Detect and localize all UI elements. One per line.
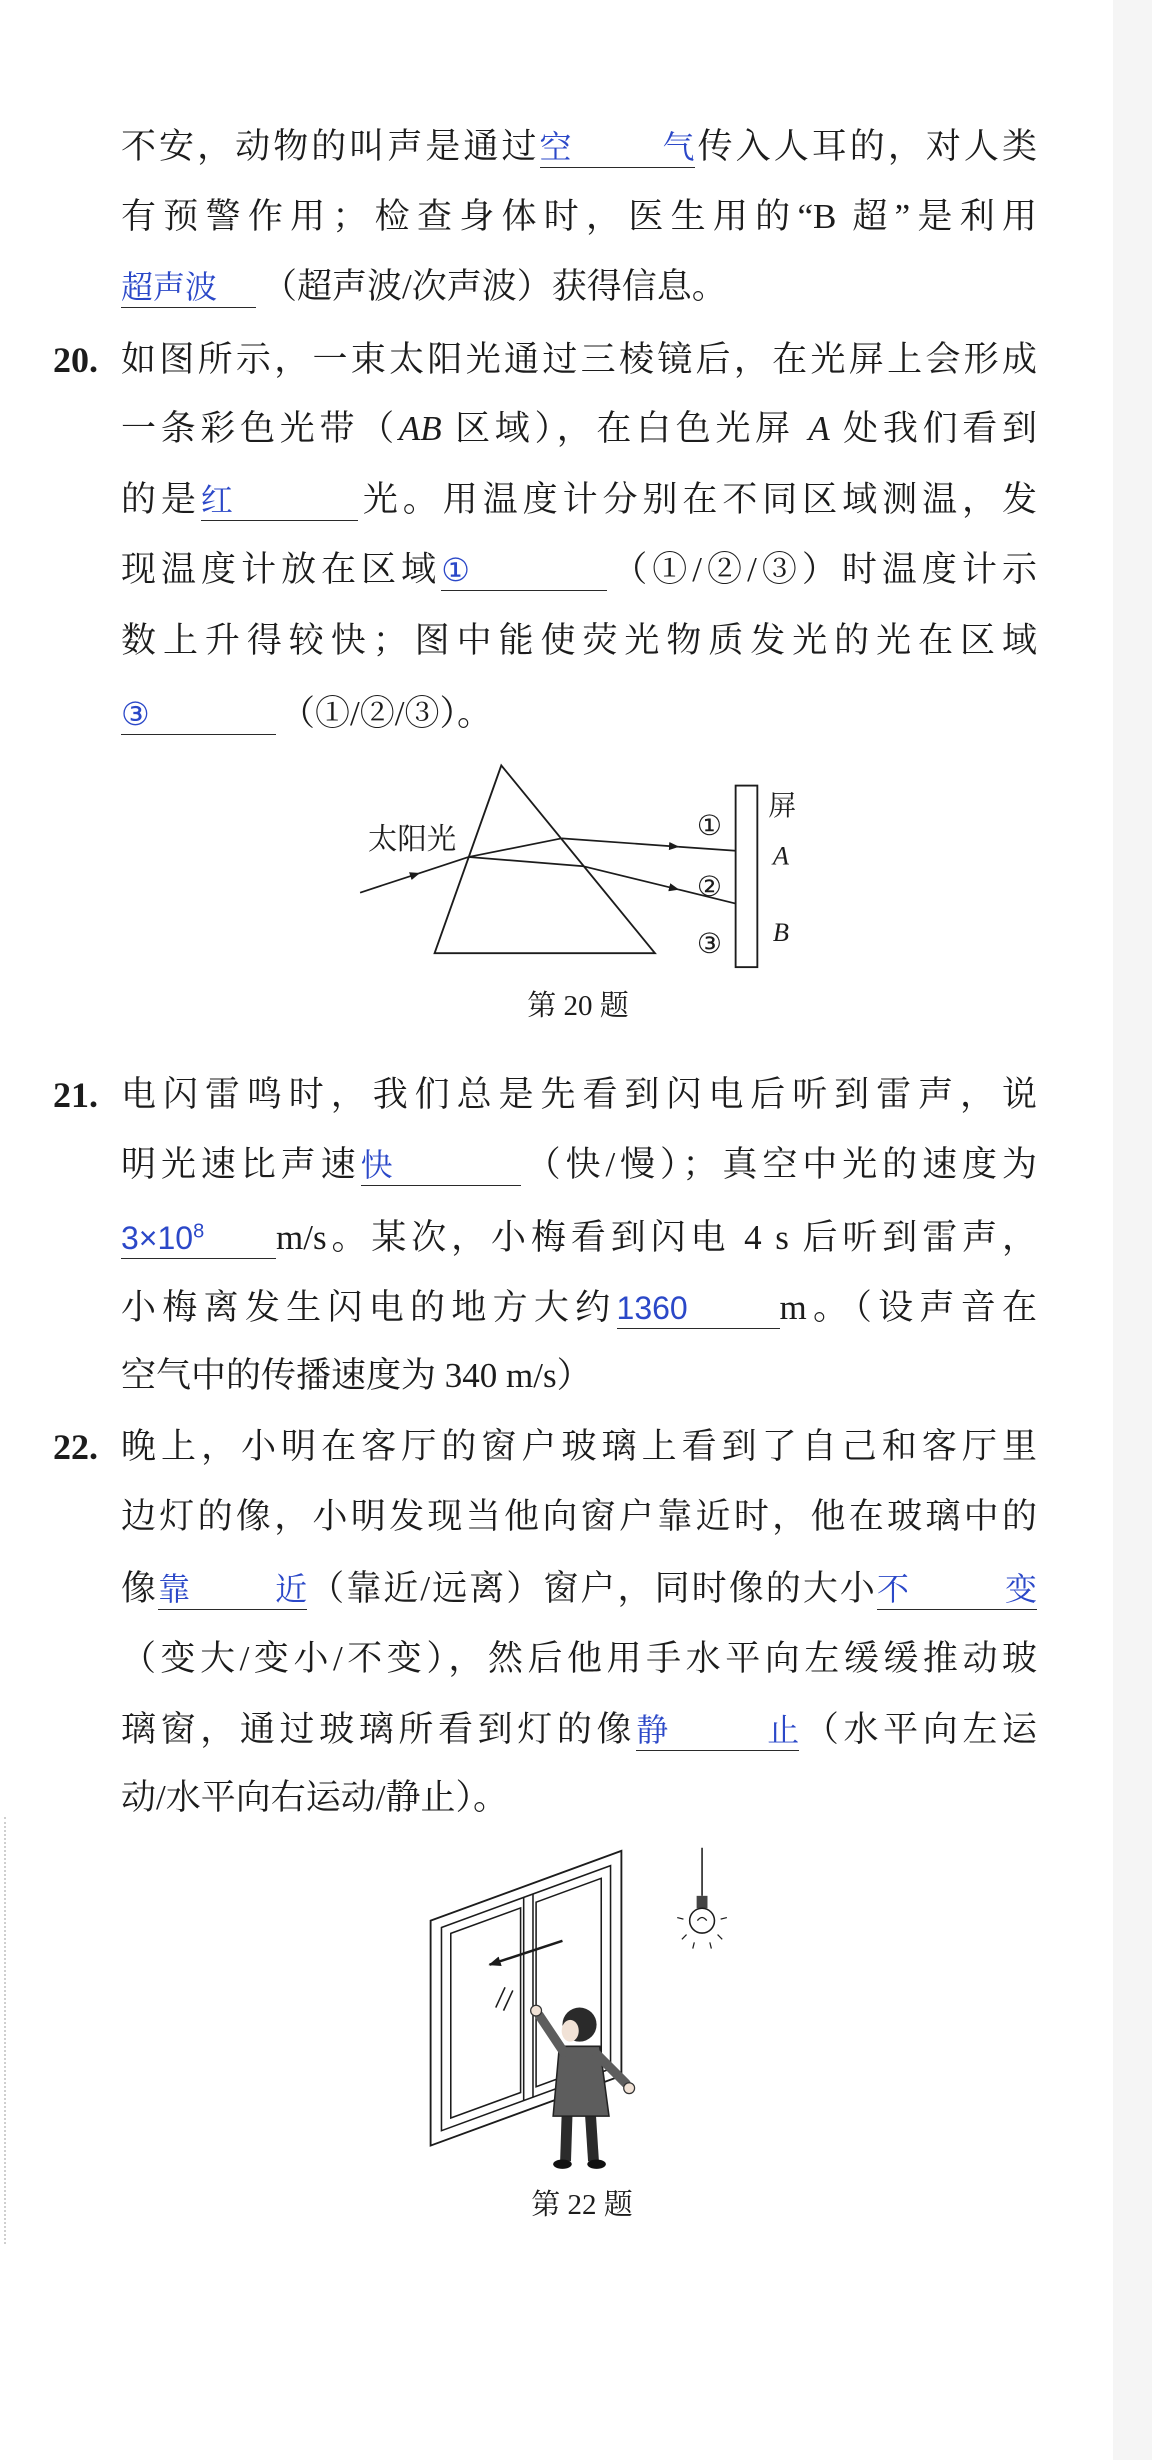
answer-blank — [617, 1288, 780, 1329]
answer-blank — [201, 480, 358, 521]
answer-blank — [361, 1145, 521, 1186]
answer-text: ③ — [121, 696, 150, 732]
text: （①/②/③）。 — [280, 694, 492, 733]
q21-line-2 — [121, 1130, 1037, 1200]
text: 区域），在白色光屏 — [441, 409, 809, 448]
light-ray — [718, 1935, 723, 1940]
answer-blank — [121, 694, 276, 735]
q20-line-3 — [121, 465, 1037, 535]
q21-line-1 — [53, 1060, 1037, 1130]
answer-text: 静止 — [636, 1712, 800, 1748]
q21-line-3 — [121, 1203, 1037, 1273]
answer-text: 超声波 — [121, 269, 218, 305]
light-ray — [682, 1935, 687, 1940]
question-number-21: 21. — [53, 1075, 98, 1115]
q20-line-2 — [121, 394, 1037, 464]
point-a-label: A — [772, 841, 789, 871]
text: （水平向左运 — [799, 1710, 1037, 1749]
question-number-20: 20. — [53, 340, 98, 380]
answer-blank — [121, 267, 256, 308]
region-2-label: ② — [696, 871, 722, 903]
answer-blank — [121, 1218, 276, 1259]
text: 边灯的像，小明发现当他向窗户靠近时，他在玻璃中的 — [121, 1497, 1037, 1536]
q21-line-5 — [121, 1341, 1037, 1411]
boy-hand-right — [624, 2083, 635, 2094]
text: 像 — [121, 1569, 159, 1608]
answer-text: 红 — [200, 482, 233, 518]
answer-text: 快 — [360, 1147, 393, 1183]
text: 处我们看到 — [829, 409, 1037, 448]
answer-exponent: 8 — [193, 1220, 205, 1243]
q20-line-1 — [53, 325, 1037, 395]
light-ray — [710, 1942, 712, 1948]
q20-line-6 — [121, 679, 1037, 749]
answer-text: ① — [441, 552, 470, 588]
window-figure — [412, 1840, 761, 2189]
scan-edge-dots — [4, 1817, 6, 2244]
region-1-label: ① — [696, 811, 722, 843]
sunlight-label: 太阳光 — [367, 824, 457, 857]
text: 如图所示，一束太阳光通过三棱镜后，在光屏上会形成 — [121, 340, 1037, 379]
light-bulb — [690, 1908, 715, 1933]
light-screen — [736, 786, 758, 968]
text: 现温度计放在区域 — [121, 550, 442, 589]
text: 晚上，小明在客厅的窗户玻璃上看到了自己和客厅里 — [121, 1427, 1037, 1466]
boy-face — [562, 2020, 579, 2042]
label-a: A — [808, 409, 830, 448]
page-right-margin — [1113, 0, 1152, 2460]
text: 不安，动物的叫声是通过 — [121, 127, 540, 166]
q20-line-5 — [121, 606, 1037, 676]
text: 的是 — [121, 480, 201, 519]
boy-hand-on-window — [531, 2005, 542, 2016]
text: 一条彩色光带（ — [121, 409, 399, 448]
point-b-label: B — [772, 917, 789, 947]
exit-ray-lower-arrow — [584, 866, 679, 889]
light-ray — [677, 1918, 683, 1920]
text: （①/②/③）时温度计示 — [607, 550, 1037, 589]
text: 电闪雷鸣时，我们总是先看到闪电后听到雷声，说 — [121, 1075, 1037, 1114]
q22-line-3 — [121, 1554, 1037, 1624]
q19-line-3 — [121, 252, 1037, 322]
text: 空气中的传播速度为 340 m/s） — [121, 1356, 592, 1395]
text: m。（设声音在 — [779, 1288, 1037, 1327]
text: 光。用温度计分别在不同区域测温，发 — [357, 480, 1037, 519]
boy-shoe-right — [587, 2160, 606, 2169]
q22-line-1 — [53, 1412, 1037, 1482]
text: m/s。某次，小梅看到闪电 4 s 后听到雷声， — [276, 1218, 1037, 1257]
region-3-label: ③ — [696, 929, 722, 961]
text: 小梅离发生闪电的地方大约 — [121, 1288, 617, 1327]
answer-text: 空气 — [539, 129, 695, 165]
refracted-ray-lower — [469, 857, 584, 866]
label-ab: AB — [398, 409, 442, 448]
q22-line-5 — [121, 1695, 1037, 1765]
text: 璃窗，通过玻璃所看到灯的像 — [121, 1710, 637, 1749]
boy-leg-right — [590, 2113, 593, 2161]
refracted-ray-upper — [469, 838, 562, 857]
exit-ray-upper — [678, 847, 735, 851]
prism-figure — [349, 753, 815, 978]
prism-triangle — [435, 765, 655, 953]
boy-shoe-left — [553, 2160, 572, 2169]
answer-text: 靠近 — [158, 1571, 308, 1607]
figure-20-caption: 第 20 题 — [527, 990, 629, 1022]
answer-text: 3×10 — [121, 1220, 194, 1256]
boy-leg-left — [566, 2113, 568, 2161]
q19-line-2 — [121, 182, 1037, 252]
screen-label: 屏 — [768, 791, 797, 823]
q22-line-4 — [121, 1624, 1037, 1694]
text: 有预警作用；检查身体时，医生用的“B 超”是利用 — [121, 197, 1037, 236]
lamp-socket — [697, 1896, 708, 1908]
answer-blank — [877, 1569, 1037, 1610]
text: 传入人耳的，对人类 — [694, 127, 1037, 166]
incoming-ray — [419, 857, 469, 873]
q19-line-1 — [121, 112, 1037, 182]
text: 动/水平向右运动/静止）。 — [121, 1778, 508, 1817]
light-ray — [721, 1918, 727, 1920]
text: （超声波/次声波）获得信息。 — [262, 267, 727, 306]
answer-blank — [540, 127, 695, 168]
answer-blank — [441, 550, 607, 591]
q22-line-6 — [121, 1763, 1037, 1833]
answer-blank — [158, 1569, 307, 1610]
answer-text: 1360 — [616, 1290, 688, 1326]
text: （变大/变小/不变），然后他用手水平向左缓缓推动玻 — [121, 1639, 1037, 1678]
light-ray — [693, 1942, 695, 1948]
q20-line-4 — [121, 535, 1037, 605]
q21-line-4 — [121, 1273, 1037, 1343]
question-number-22: 22. — [53, 1427, 98, 1467]
q22-line-2 — [121, 1482, 1037, 1552]
text: 数上升得较快；图中能使荧光物质发光的光在区域 — [121, 621, 1037, 660]
answer-blank — [636, 1710, 799, 1751]
text: 明光速比声速 — [121, 1145, 361, 1184]
exit-ray-upper-arrow — [562, 838, 678, 846]
incoming-ray-arrow — [360, 873, 419, 892]
text: （快/慢）；真空中光的速度为 — [520, 1145, 1037, 1184]
answer-text: 不变 — [876, 1571, 1037, 1607]
figure-22-caption: 第 22 题 — [531, 2189, 633, 2221]
left-sash-glass — [451, 1908, 521, 2118]
text: （靠近/远离）窗户，同时像的大小 — [307, 1569, 877, 1608]
